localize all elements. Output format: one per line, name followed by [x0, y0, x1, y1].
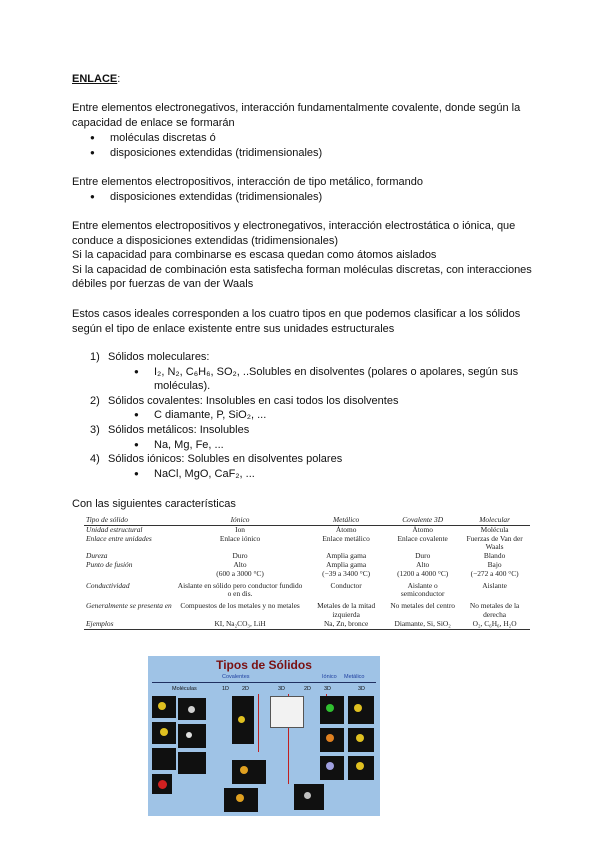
atom-dot	[158, 702, 166, 710]
table-row: Generalmente se presenta en Compuestos de los metales y no metales Metales de la mitad izquierda No metales del centro No metales de la derecha	[86, 601, 520, 619]
band-label: Metálico	[344, 674, 365, 680]
list-item: ● disposiciones extendidas (tridimensionales)	[84, 146, 322, 161]
list-item: ● NaCl, MgO, CaF₂, ...	[128, 467, 540, 482]
figure-sublabel: 2D	[242, 686, 250, 692]
crystal-image	[152, 748, 176, 770]
solid-types-list	[90, 350, 540, 481]
list-item: 1) Sólidos moleculares: ● I₂, N₂, C₆H₆, SO₂, ..Solubles en disolventes (polares o apolares, según sus moléculas).	[90, 350, 540, 394]
list-item: ● Na, Mg, Fe, ...	[128, 438, 540, 453]
list-item: ● disposiciones extendidas (tridimensionales)	[84, 190, 322, 205]
table-header-cell: Iónico	[174, 516, 306, 525]
crystal-image	[270, 696, 304, 728]
list-item: 4) Sólidos iónicos: Solubles en disolventes polares ● NaCl, MgO, CaF₂, ...	[90, 452, 540, 481]
table-row: Unidad estructural Ion Átomo Átomo Molécula	[86, 524, 509, 534]
list-item: ● I₂, N₂, C₆H₆, SO₂, ..Solubles en disolventes (polares o apolares, según sus moléculas).	[128, 365, 540, 394]
figure-sublabel: 3D	[278, 686, 286, 692]
table-header-cell: Metálico	[306, 516, 386, 525]
atom-dot	[356, 762, 364, 770]
figure-title: Tipos de Sólidos	[216, 658, 312, 672]
paragraph-electropositivos: Entre elementos electropositivos, interacción de tipo metálico, formando	[72, 176, 423, 188]
table-header-cell: Molecular	[459, 516, 530, 525]
figure-sublabel: 3D	[324, 686, 332, 692]
table-header-row	[84, 516, 530, 525]
atom-dot	[160, 728, 168, 736]
atom-dot	[240, 766, 248, 774]
paragraph-line: Entre elementos electropositivos y electronegativos, interacción electrostática o iónica, que conduce a disposiciones extendidas (tridimensionales)	[72, 220, 516, 247]
band-label: Covalentes	[222, 674, 250, 680]
list-item: ● C diamante, P, SiO₂, ...	[128, 408, 540, 423]
properties-table	[84, 516, 530, 630]
atom-dot	[186, 732, 192, 738]
atom-dot	[238, 716, 245, 723]
table-row: Conductividad Aislante en sólido pero conductor fundido o en dis. Conductor Aislante o semiconductor Aislante	[86, 580, 507, 599]
crystal-image	[178, 724, 206, 748]
table-row: Ejemplos KI, Na₂CO₃, LiH Na, Zn, bronce Diamante, Si, SiO₂ O₂, C₆H₆, H₂O	[84, 620, 530, 629]
paragraph-caracteristicas: Con las siguientes características	[72, 498, 236, 510]
atom-dot	[158, 780, 167, 789]
atom-dot	[188, 706, 195, 713]
atom-dot	[304, 792, 311, 799]
figure-band	[152, 674, 376, 682]
figure-sublabel: 1D	[222, 686, 230, 692]
figure-sublabel: Moléculas	[172, 686, 197, 692]
red-divider	[258, 694, 259, 752]
atom-dot	[354, 704, 362, 712]
bullet-list-2	[84, 190, 322, 205]
solid-types-figure	[148, 656, 380, 816]
list-item: 2) Sólidos covalentes: Insolubles en casi todos los disolventes ● C diamante, P, SiO₂, ...	[90, 394, 540, 423]
atom-dot	[326, 704, 334, 712]
list-item: ● moléculas discretas ó	[84, 131, 322, 146]
atom-dot	[356, 734, 364, 742]
figure-sublabel: 2D	[304, 686, 312, 692]
band-line	[152, 682, 376, 683]
crystal-image	[178, 752, 206, 774]
band-label: Iónico	[322, 674, 337, 680]
atom-dot	[326, 762, 334, 770]
paragraph-line: Si la capacidad de combinación esta satisfecha forman moléculas discretas, con interacciones débiles por fuerzas de van der Waals	[72, 263, 532, 291]
paragraph-ionico	[72, 219, 542, 292]
paragraph-casos-ideales: Estos casos ideales corresponden a los cuatro tipos en que podemos clasificar a los sólidos según el tipo de enlace existente entre sus unidades estructurales	[72, 308, 521, 335]
atom-dot	[326, 734, 334, 742]
bullet-list-1	[84, 131, 322, 160]
crystal-image	[232, 760, 266, 784]
paragraph-electronegativos: Entre elementos electronegativos, interacción fundamentalmente covalente, donde según la capacidad de enlace se formarán	[72, 102, 521, 129]
table-row: Punto de fusión Alto Amplia gama Alto Bajo	[86, 559, 502, 569]
atom-dot	[236, 794, 244, 802]
list-item: 3) Sólidos metálicos: Insolubles ● Na, Mg, Fe, ...	[90, 423, 540, 452]
table-header-cell: Tipo de sólido	[84, 516, 174, 525]
table-row: (600 a 3000 °C) (−39 a 3400 °C) (1200 a 4000 °C) (−272 a 400 °C)	[216, 568, 519, 578]
table-row: Dureza Duro Amplia gama Duro Blando	[86, 551, 506, 561]
figure-sublabel: 3D	[358, 686, 366, 692]
table-header-cell: Covalente 3D	[386, 516, 459, 525]
table-row: Enlace entre unidades Enlace iónico Enlace metálico Enlace covalente Fuerzas de Van der Waals	[86, 533, 523, 552]
section-heading: ENLACE:	[72, 73, 121, 85]
paragraph-line: Si la capacidad para combinarse es escasa quedan como átomos aislados	[72, 249, 437, 262]
